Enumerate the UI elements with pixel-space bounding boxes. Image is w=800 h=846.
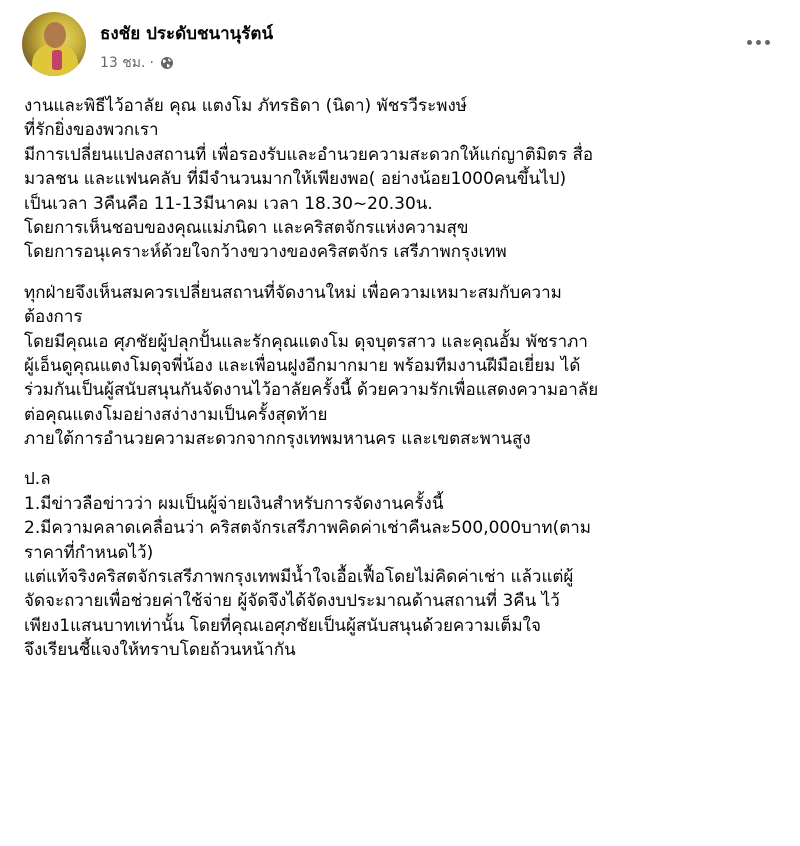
post-time[interactable]: 13 ชม.: [100, 55, 146, 71]
post-text-line: ป.ล: [24, 469, 51, 490]
post-header: [22, 12, 782, 82]
post-text-line: จัดจะถวายเพื่อช่วยค่าใช้จ่าย ผู้จัดจึงได้จัดงบประมาณด้านสถานที่ 3คืน ไว้: [24, 591, 560, 612]
post-text-line: เพียง1แสนบาทเท่านั้น โดยที่คุณเอศุภชัยเป็นผู้สนับสนุนด้วยความเต็มใจ: [24, 615, 541, 636]
globe-icon[interactable]: [160, 56, 174, 70]
paragraph-gap: [24, 451, 784, 467]
post-text-line: โดยการเห็นชอบของคุณแม่ภนิดา และคริสตจักรแห่งความสุข: [24, 217, 469, 238]
post-text-line: ร่วมกันเป็นผู้สนับสนุนกันจัดงานไว้อาลัยครั้งนี้ ด้วยความรักเพื่อแสดงความอาลัย: [24, 380, 599, 401]
post-text-line: ทุกฝ่ายจึงเห็นสมควรเปลี่ยนสถานที่จัดงานใหม่ เพื่อความเหมาะสมกับความ: [24, 282, 562, 303]
post-text-line: ที่รักยิ่งของพวกเรา: [24, 120, 159, 141]
meta-separator: ·: [149, 55, 154, 71]
avatar[interactable]: [22, 12, 86, 76]
post-text-line: 2.มีความคลาดเคลื่อนว่า คริสตจักรเสรีภาพคิดค่าเช่าคืนละ500,000บาท(ตาม: [24, 518, 592, 539]
post-text-line: เป็นเวลา 3คืนคือ 11-13มีนาคม เวลา 18.30~20.30น.: [24, 193, 433, 214]
post-text-line: 1.มีข่าวลือข่าวว่า ผมเป็นผู้จ่ายเงินสำหรับการจัดงานครั้งนี้: [24, 493, 444, 514]
paragraph-gap: [24, 265, 784, 281]
post-text-line: ราคาที่กำหนดไว้): [24, 542, 154, 563]
post-text-line: โดยมีคุณเอ ศุภชัยผู้ปลุกปั้นและรักคุณแตงโม ดุจบุตรสาว และคุณอั้ม พัชราภา: [24, 331, 588, 352]
post-text-line: ต่อคุณแตงโมอย่างสง่างามเป็นครั้งสุดท้าย: [24, 404, 328, 425]
post-text-line: ต้องการ: [24, 307, 83, 328]
post-text-line: มวลชน และแฟนคลับ ที่มีจำนวนมากให้เพียงพอ( อย่างน้อย1000คนขึ้นไป): [24, 169, 567, 190]
post-text-line: ภายใต้การอำนวยความสะดวกจากกรุงเทพมหานคร และเขตสะพานสูง: [24, 429, 531, 450]
post-meta: [100, 52, 174, 74]
post-text-line: งานและพิธีไว้อาลัย คุณ แตงโม ภัทรธิดา (นิดา) พัชรวีระพงษ์: [24, 96, 467, 116]
post-text-line: โดยการอนุเคราะห์ด้วยใจกว้างขวางของคริสตจักร เสรีภาพกรุงเทพ: [24, 242, 507, 263]
avatar-accent: [52, 50, 62, 70]
more-options-icon[interactable]: [740, 32, 776, 52]
post-text-line: มีการเปลี่ยนแปลงสถานที่ เพื่อรองรับและอำนวยความสะดวกให้แก่ญาติมิตร สื่อ: [24, 144, 594, 165]
post-text-line: แต่แท้จริงคริสตจักรเสรีภาพกรุงเทพมีน้ำใจเอื้อเฟื้อโดยไม่คิดค่าเช่า แล้วแต่ผู้: [24, 567, 574, 588]
post-text-line: ผู้เอ็นดูคุณแตงโมดุจพี่น้อง และเพื่อนฝูงอีกมากมาย พร้อมทีมงานฝีมือเยี่ยม ได้: [24, 355, 581, 376]
post-body: [24, 94, 784, 663]
post-text-line: จึงเรียนชี้แจงให้ทราบโดยถ้วนหน้ากัน: [24, 640, 296, 661]
avatar-face: [44, 22, 66, 48]
author-name[interactable]: ธงชัย ประดับชนานุรัตน์: [100, 24, 274, 44]
